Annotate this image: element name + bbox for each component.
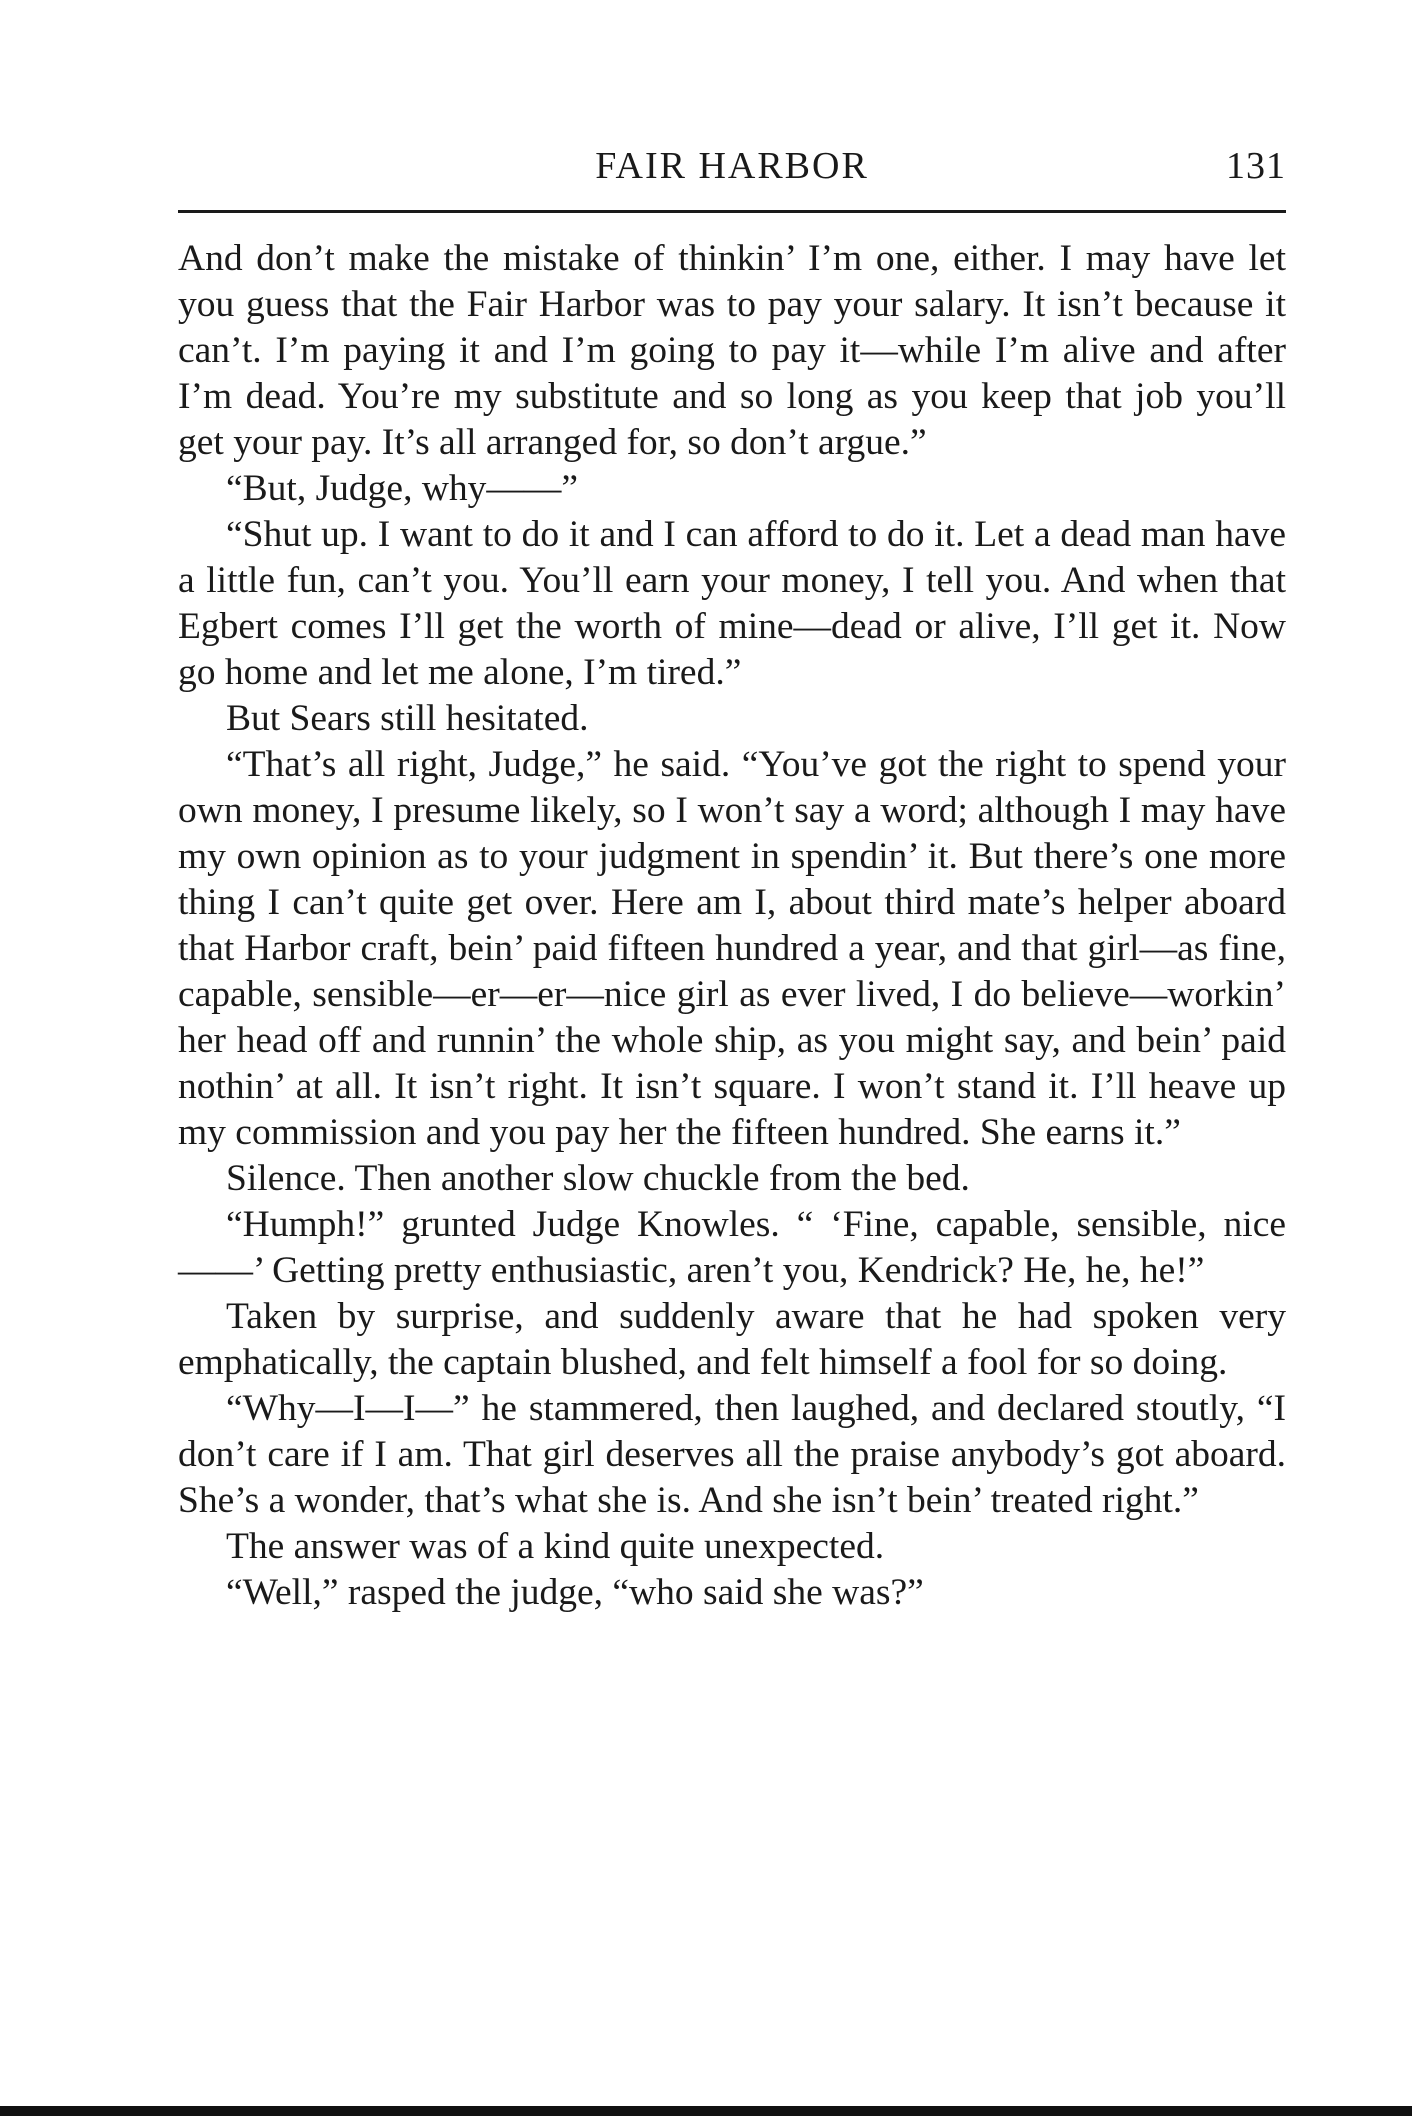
paragraph: “Humph!” grunted Judge Knowles. “ ‘Fine, capable, sensible, nice——’ Getting pretty enthusiastic, aren’t you, Kendrick? He, he, he!” bbox=[178, 1204, 1286, 1291]
paragraph: But Sears still hesitated. bbox=[226, 698, 589, 739]
paragraph: “But, Judge, why——” bbox=[226, 468, 579, 509]
body-text bbox=[178, 236, 1286, 1616]
paragraph: “Shut up. I want to do it and I can afford to do it. Let a dead man have a little fun, can’t you. You’ll earn your money, I tell you. And when that Egbert comes I’ll get the worth of mine—dead or alive, I’ll get it. Now go home and let me alone, I’m tired.” bbox=[178, 514, 1286, 693]
paragraph: “Why—I—I—” he stammered, then laughed, and declared stoutly, “I don’t care if I am. That girl deserves all the praise anybody’s got aboard. She’s a wonder, that’s what she is. And she isn’t bein’ treated right.” bbox=[178, 1388, 1286, 1521]
paragraph: “Well,” rasped the judge, “who said she was?” bbox=[226, 1572, 924, 1613]
scan-bottom-edge bbox=[0, 2106, 1412, 2116]
paragraph: “That’s all right, Judge,” he said. “You’ve got the right to spend your own money, I presume likely, so I won’t say a word; although I may have my own opinion as to your judgment in spendin’ it. But there’s one more thing I can’t quite get over. Here am I, about third mate’s helper aboard that Harbor craft, bein’ paid fifteen hundred a year, and that girl—as fine, capable, sensible—er—er—nice girl as ever lived, I do believe—workin’ her head off and runnin’ the whole ship, as you might say, and bein’ paid nothin’ at all. It isn’t right. It isn’t square. I won’t stand it. I’ll heave up my commission and you pay her the fifteen hundred. She earns it.” bbox=[178, 744, 1286, 1153]
paragraph: Taken by surprise, and suddenly aware that he had spoken very emphatically, the captain blushed, and felt himself a fool for so doing. bbox=[178, 1296, 1286, 1383]
page-number: 131 bbox=[1226, 145, 1286, 187]
page-header bbox=[178, 140, 1286, 200]
running-title: FAIR HARBOR bbox=[595, 145, 869, 187]
paragraph: Silence. Then another slow chuckle from the bed. bbox=[226, 1158, 970, 1199]
header-rule bbox=[178, 210, 1286, 213]
paragraph: And don’t make the mistake of thinkin’ I’m one, either. I may have let you guess that the Fair Harbor was to pay your salary. It isn’t because it can’t. I’m paying it and I’m going to pay it—while I’m alive and after I’m dead. You’re my substitute and so long as you keep that job you’ll get your pay. It’s all arranged for, so don’t argue.” bbox=[178, 238, 1286, 463]
paragraph: The answer was of a kind quite unexpected. bbox=[226, 1526, 885, 1567]
